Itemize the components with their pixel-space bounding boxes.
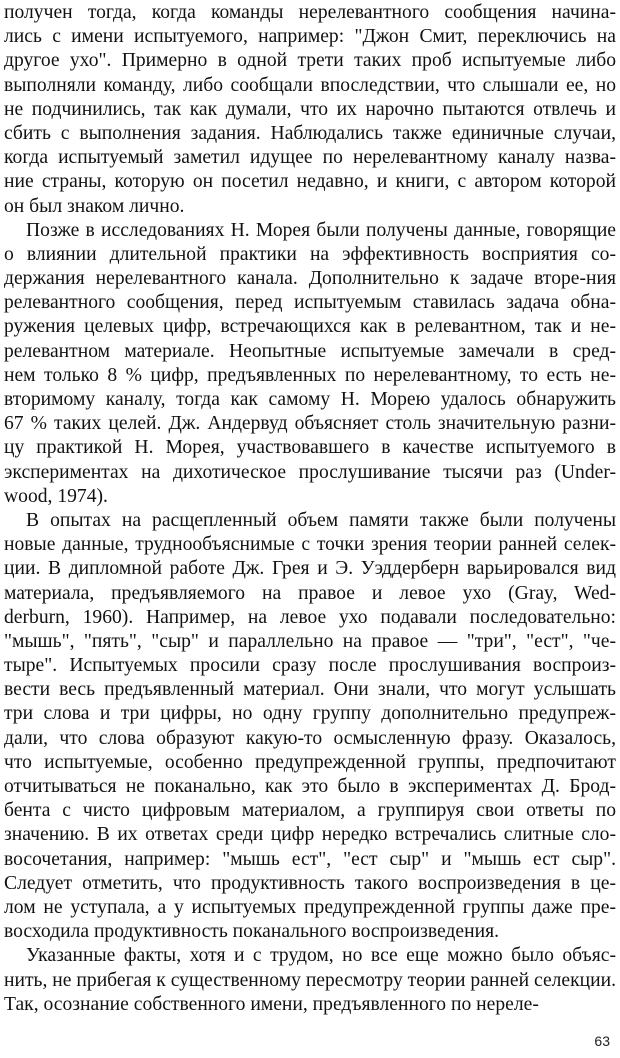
text-line: релевантного сообщения, перед испытуемым ставилась задача обна- — [4, 292, 616, 314]
text-line: лись с имени испытуемого, например: "Джон Смит, переключись на — [4, 26, 616, 48]
text-line: бента с чисто цифровым материалом, а группируя свои ответы по — [4, 800, 616, 822]
text-line: Так, осознание собственного имени, предъявленного по нереле- — [4, 993, 539, 1015]
text-line: о влиянии длительной практики на эффективность восприятия со- — [4, 243, 616, 265]
text-line: Следует отметить, что продуктивность такого воспроизведения в це- — [4, 872, 616, 894]
text-line: ции. В дипломной работе Дж. Грея и Э. Уэддерберн варьировался вид — [4, 558, 616, 580]
text-line: ружения целевых цифр, встречающихся как в релевантном, так и не- — [4, 316, 616, 338]
text-line: выполняли команду, либо сообщали впоследствии, что слышали ее, но — [4, 74, 616, 96]
text-line: когда испытуемый заметил идущее по нерелевантному каналу назва- — [4, 147, 616, 169]
text-line: получен тогда, когда команды нерелевантного сообщения начина- — [4, 2, 616, 23]
text-line: восходила продуктивность поканального воспроизведения. — [4, 921, 499, 943]
body-text — [4, 1, 616, 1017]
text-line: экспериментах на дихотическое прослушивание тысячи раз (Under- — [4, 461, 616, 483]
text-line: Позже в исследованиях Н. Морея были получены данные, говорящие — [26, 219, 616, 241]
text-line: другое ухо". Примерно в одной трети таких проб испытуемые либо — [4, 50, 616, 72]
text-line: не подчинились, так как думали, что их нарочно пытаются отвлечь и — [4, 98, 616, 120]
text-line: он был знаком лично. — [4, 195, 185, 217]
text-line: отчитываться не поканально, как это было в экспериментах Д. Брод- — [4, 776, 616, 797]
text-line: тыре". Испытуемых просили сразу после прослушивания воспроиз- — [4, 655, 616, 677]
text-line: восочетания, например: "мышь ест", "ест сыр" и "мышь ест сыр". — [4, 848, 616, 870]
text-line: 67 % таких целей. Дж. Андервуд объясняет столь значительную разни- — [4, 413, 616, 435]
text-line: материала, предъявляемого на правое и левое ухо (Gray, Wed- — [4, 582, 616, 604]
book-page — [4, 0, 616, 1058]
text-line: значению. В их ответах среди цифр нередко встречались слитные сло- — [4, 824, 616, 846]
text-line: вторимому каналу, тогда как самому Н. Морею удалось обнаружить — [4, 389, 616, 410]
text-line: дали, что слова образуют какую-то осмысленную фразу. Оказалось, — [4, 727, 616, 749]
text-line: В опытах на расщепленный объем памяти также были получены — [26, 509, 616, 531]
page-number: 63 — [594, 1033, 610, 1049]
text-line: wood, 1974). — [4, 485, 108, 507]
text-line: держания нерелевантного канала. Дополнительно к задаче вторе-ния — [4, 268, 616, 290]
text-line: Указанные факты, хотя и с трудом, но все еще можно было объяс- — [26, 945, 616, 967]
text-line: нить, не прибегая к существенному пересмотру теории ранней селекции. — [4, 969, 616, 991]
text-line: лом не уступала, а у испытуемых предупрежденной группы даже пре- — [4, 896, 616, 918]
text-line: "мышь", "пять", "сыр" и параллельно на правое — "три", "ест", "че- — [4, 630, 616, 652]
text-line: три слова и три цифры, но одну группу дополнительно предупреж- — [4, 703, 616, 725]
text-line: вести весь предъявленный материал. Они знали, что могут услышать — [4, 679, 616, 701]
text-line: ние страны, которую он посетил недавно, и книги, с автором которой — [4, 171, 616, 193]
text-line: сбить с выполнения задания. Наблюдались также единичные случаи, — [4, 122, 616, 144]
text-line: релевантном материале. Неопытные испытуемые замечали в сред- — [4, 340, 616, 362]
text-line: нем только 8 % цифр, предъявленных по нерелевантному, то есть не- — [4, 364, 616, 386]
text-line: цу практикой Н. Морея, участвовавшего в качестве испытуемого в — [4, 437, 616, 459]
text-line: что испытуемые, особенно предупрежденной группы, предпочитают — [4, 751, 616, 773]
text-line: новые данные, труднообъяснимые с точки зрения теории ранней селек- — [4, 534, 616, 556]
text-line: derburn, 1960). Например, на левое ухо подавали последовательно: — [4, 606, 616, 628]
